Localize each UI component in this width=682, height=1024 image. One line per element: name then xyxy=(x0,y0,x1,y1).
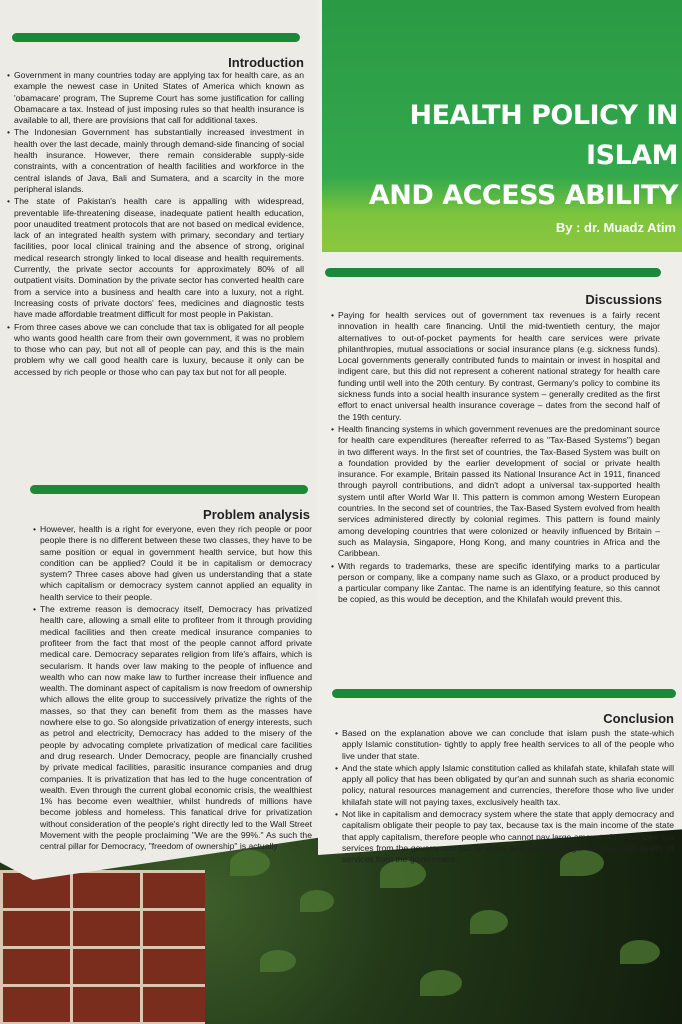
section-bar xyxy=(30,485,308,494)
introduction-text xyxy=(6,70,304,379)
section-bar xyxy=(332,689,676,698)
problem-analysis-heading: Problem analysis xyxy=(203,507,310,522)
list-item: • Paying for health services out of government tax revenues is a fairly recent innovation in health care financing. Until the mid-twentieth century, the major alternatives to out-of-pocket payments for health care services were private philanthropies, mutual associations or social insurance plans (e.g. sickness funds). Local governments generally contributed funds to maintain or invest in hospital and indigent care, but this did not represent a coherent national strategy for health care funding until well into the 20th century. By contrast, Germany's policy to combine its sickness funds into a social health insurance system – generally credited as the first effort to enact universal health insurance coverage – dates from the second half of the 19th century. xyxy=(330,310,660,423)
introduction-heading: Introduction xyxy=(228,55,304,70)
discussions-text xyxy=(330,310,660,680)
list-item: • Based on the explanation above we can conclude that islam push the state-which apply Islamic constitution- tightly to apply free health services to all of the people who live under that state. xyxy=(334,728,674,762)
list-item: • However, health is a right for everyone, even they rich people or poor people there is no different between these two classes, they have to be same position or equal in government health service, but how this condition can be applied? Could it be in capitalism or democracy system? Three cases above had given us understanding that a state which capitalism or democracy system cannot applied an equality in health service to their people. xyxy=(32,524,312,603)
section-bar xyxy=(12,33,300,42)
list-item: • The state of Pakistan's health care is appalling with widespread, preventable life-threatening disease, inadequate patient health education, poor unaudited treatment protocols that are not based on medical evidence, lack of an integrated health system with primary, secondary and tertiary facilities, poor local clinical training and the absence of strong, original medical research strongly linked to local disease and health requirements. Currently, the private sector accounts for approximately 80% of all outpatient visits. Domination by the private sector has converted health care from a service into a business and health care into a luxury, not a right. Increasing costs of private doctors' fees, medicines and diagnostic tests have made affordable treatment difficult for most people in Pakistan. xyxy=(6,196,304,320)
conclusion-heading: Conclusion xyxy=(603,711,674,726)
list-item: • The Indonesian Government has substantially increased investment in health over the last decade, mainly through demand-side financing of social health insurance. However, there remain considerable supply-side constraints, with a concentration of health facilities and workforce in the central islands of Java, Bali and Sumatera, and a scarcity in the more peripheral islands. xyxy=(6,127,304,195)
discussions-heading: Discussions xyxy=(585,292,662,307)
author-line: By : dr. Muadz Atim xyxy=(555,220,676,235)
list-item: • From three cases above we can conclude that tax is obligated for all people who wants good health care from their own government, it was no problem to those who can pay, but not all of people can pay, and this is the main problem why we call good health care is luxury, because it only can be accessed by rich people or those who can pay tax but not for all people. xyxy=(6,322,304,378)
section-bar xyxy=(325,268,661,277)
poster-title xyxy=(340,96,678,216)
conclusion-text xyxy=(334,728,675,865)
list-item: • And the state which apply Islamic constitution called as khilafah state, khilafah state will apply all policy that has been obligated by qur'an and sunnah such as sharia economic policy, natural resources management and currencies, therefore those who live under khilafah state will not paying taxes, exclusively health tax. xyxy=(334,763,674,808)
title-line-2: AND ACCESS ABILITY xyxy=(368,180,678,211)
list-item: • Health financing systems in which government revenues are the predominant source for health care expenditures (hereafter referred to as "Tax-Based Systems") began in two different ways. In the first set of countries, the Tax-Based System was built on a foundation provided by the earlier development of social or private health insurance. For example, Britain passed its National Insurance Act in 1911, financed through payroll contributions, and didn't adopt a universal tax-supported health system until after World War II. This pattern is common among Western European countries. In the second set of countries, the Tax-Based System evolved from health services administered directly by colonial regimes. This pattern is found mainly among developing countries that were colonized or heavily influenced by Britain – such as Malaysia, Singapore, Hong Kong, and many countries in Africa and the Caribbean. xyxy=(330,424,660,560)
problem-analysis-text xyxy=(32,524,312,854)
list-item: • Not like in capitalism and democracy system where the state that apply democracy and capitalism obligate their people to pay tax, because tax is the main income of the state that apply capitalism, therefore people who cannot pay large amount of tax will take low services from the government but for those who can pay larger will take high quality of services from the government. xyxy=(334,809,674,865)
list-item: • With regards to trademarks, these are specific identifying marks to a particular person or company, like a company name such as Glaxo, or a product produced by a particular company like Zantac. The name is an identifying feature, so this cannot be copied, as this would be deception, and the Khilafah would prevent this. xyxy=(330,561,660,606)
title-line-1: HEALTH POLICY IN ISLAM xyxy=(409,100,678,171)
list-item: • The extreme reason is democracy itself, Democracy has privatized health care, allowing a small elite to profiteer from it through providing medical facilities and then create medical insurance companies to profiteer from the fact that most of the people cannot afford private medical care. Democracy separates religion from life's affairs, which is secularism. It hands over law making to the people of influence and wealth who can now make law to further increase their influence and wealth. The dominant aspect of capitalism is now freedom of ownership which allows the elite group to successively privatize the rights of the masses, so that they can benefit from them as the masses have nowhere else to go. So alongside privatization of energy interests, such as petrol and electricity, Democracy has added to the misery of the people by advocating complete privatization of medical care facilities and drug research. Under Democracy, people are financially crushed by private medical facilities, parasitic insurance companies and drug companies. It is privatization that has led to the huge concentration of wealth. Even through the current global economic crisis, the wealthiest 1% has become even wealthier, whilst hundreds of millions have become jobless and homeless. This fanatical drive for privatization without consideration of the people's right directly led to the Wall Street Movement with the people proclaiming "We are the 99%." As such the central pillar for Democracy, "freedom of ownership" is actually xyxy=(32,604,312,853)
left-column xyxy=(0,0,320,880)
list-item: • Government in many countries today are applying tax for health care, as an example the newest case in United States of America which known as 'obamacare' program, The Supreme Court has some justification for calling Obamacare a tax. Instead of just imposing rules so that health insurance is available to all, there are provisions that call for additional taxes. xyxy=(6,70,304,126)
brick-pillar xyxy=(0,870,205,1024)
